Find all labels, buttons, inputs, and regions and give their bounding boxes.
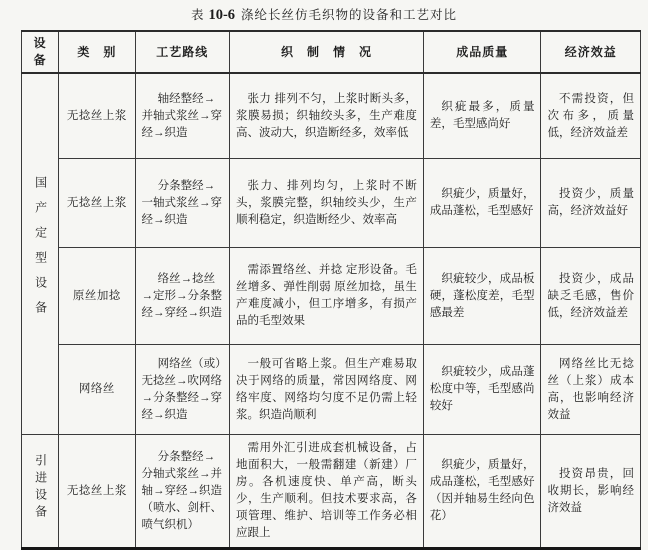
table-row (22, 248, 641, 345)
cell-category: 网络丝 (59, 345, 135, 435)
cell-quality: 织疵少，质量好，成品蓬松，毛型感好 (423, 159, 541, 248)
cell-weaving: 张力、排列均匀，上浆时不断头，浆膜完整，织轴绞头少，生产顺利稳定，织造断经少、效率高 (229, 159, 423, 248)
header-row (22, 31, 641, 73)
cell-process: 分条整经→一轴式浆丝→穿经→织造 (135, 159, 229, 248)
cell-weaving: 张力 排列不匀，上浆时断头多，浆膜易损；织轴绞头多，生产难度高、波动大，织造断经多，效率低 (229, 73, 423, 159)
cell-category: 无捻丝上浆 (59, 435, 135, 549)
cell-weaving: 需添置络丝、并捻 定形设备。毛丝增多、弹性削弱 原丝加捻，虽生产难度减小，但工序增多，有损产品的毛型效果 (229, 248, 423, 345)
table-row (22, 345, 641, 435)
title-text: 涤纶长丝仿毛织物的设备和工艺对比 (241, 8, 458, 22)
table-row (22, 159, 641, 248)
table-row (22, 73, 641, 159)
cell-category: 无捻丝上浆 (59, 73, 135, 159)
cell-process: 网络丝（或）无捻丝→吹网络→分条整经→穿经→织造 (135, 345, 229, 435)
table-row (22, 435, 641, 549)
title-prefix: 表 (190, 8, 205, 22)
cell-weaving: 一般可省略上浆。但生产难易取决于网络的质量，常因网络度、网络牢度、网络均匀度不足仍需上轻浆。织造尚顺利 (229, 345, 423, 435)
col-header-quality: 成品质量 (423, 31, 541, 73)
cell-quality: 织疵最多，质量差，毛型感尚好 (423, 73, 541, 159)
comparison-table (21, 30, 641, 550)
col-header-category: 类 别 (59, 31, 135, 73)
cell-quality: 织疵较少，成品板硬，蓬松度差，毛型感最差 (423, 248, 541, 345)
cell-process: 分条整经→分轴式浆丝→并轴→穿经→织造（喷水、剑杆、喷气织机） (135, 435, 229, 549)
device-vertical-label: 引进设备 (33, 454, 48, 522)
cell-device-imported (22, 435, 59, 549)
cell-process: 络丝→捻丝→定形→分条整经→穿经→织造 (135, 248, 229, 345)
col-header-economy: 经济效益 (541, 31, 641, 73)
cell-process: 轴经整经→并轴式浆丝→穿经→织造 (135, 73, 229, 159)
cell-quality: 织疵较少，成品蓬松度中等，毛型感尚较好 (423, 345, 541, 435)
cell-economy: 网络丝比无捻丝（上浆）成本高，也影响经济效益 (541, 345, 641, 435)
col-header-process: 工艺路线 (135, 31, 229, 73)
cell-category: 无捻丝上浆 (59, 159, 135, 248)
cell-economy: 投资昂贵，回收期长，影响经济效益 (541, 435, 641, 549)
title-number: 10-6 (208, 7, 236, 23)
cell-economy: 不需投资，但次布多，质量低，经济效益差 (541, 73, 641, 159)
cell-weaving: 需用外汇引进成套机械设备，占地面积大，一般需翻建（新建）厂房。各机速度快、单产高，断头少，生产顺利。但技术要求高，各项管理、维护、培训等工作务必相应跟上 (229, 435, 423, 549)
col-header-device: 设备 (22, 31, 59, 73)
cell-device-domestic (22, 73, 59, 435)
device-vertical-label: 国产定型设备 (33, 176, 48, 326)
cell-category: 原丝加捻 (59, 248, 135, 345)
cell-quality: 织疵少，质量好，成品蓬松，毛型感好（因并轴易生经向色花） (423, 435, 541, 549)
cell-economy: 投资少，质量高，经济效益好 (541, 159, 641, 248)
cell-economy: 投资少，成品缺乏毛感，售价低，经济效益差 (541, 248, 641, 345)
col-header-weaving: 织 制 情 况 (229, 31, 423, 73)
table-title (0, 5, 648, 24)
